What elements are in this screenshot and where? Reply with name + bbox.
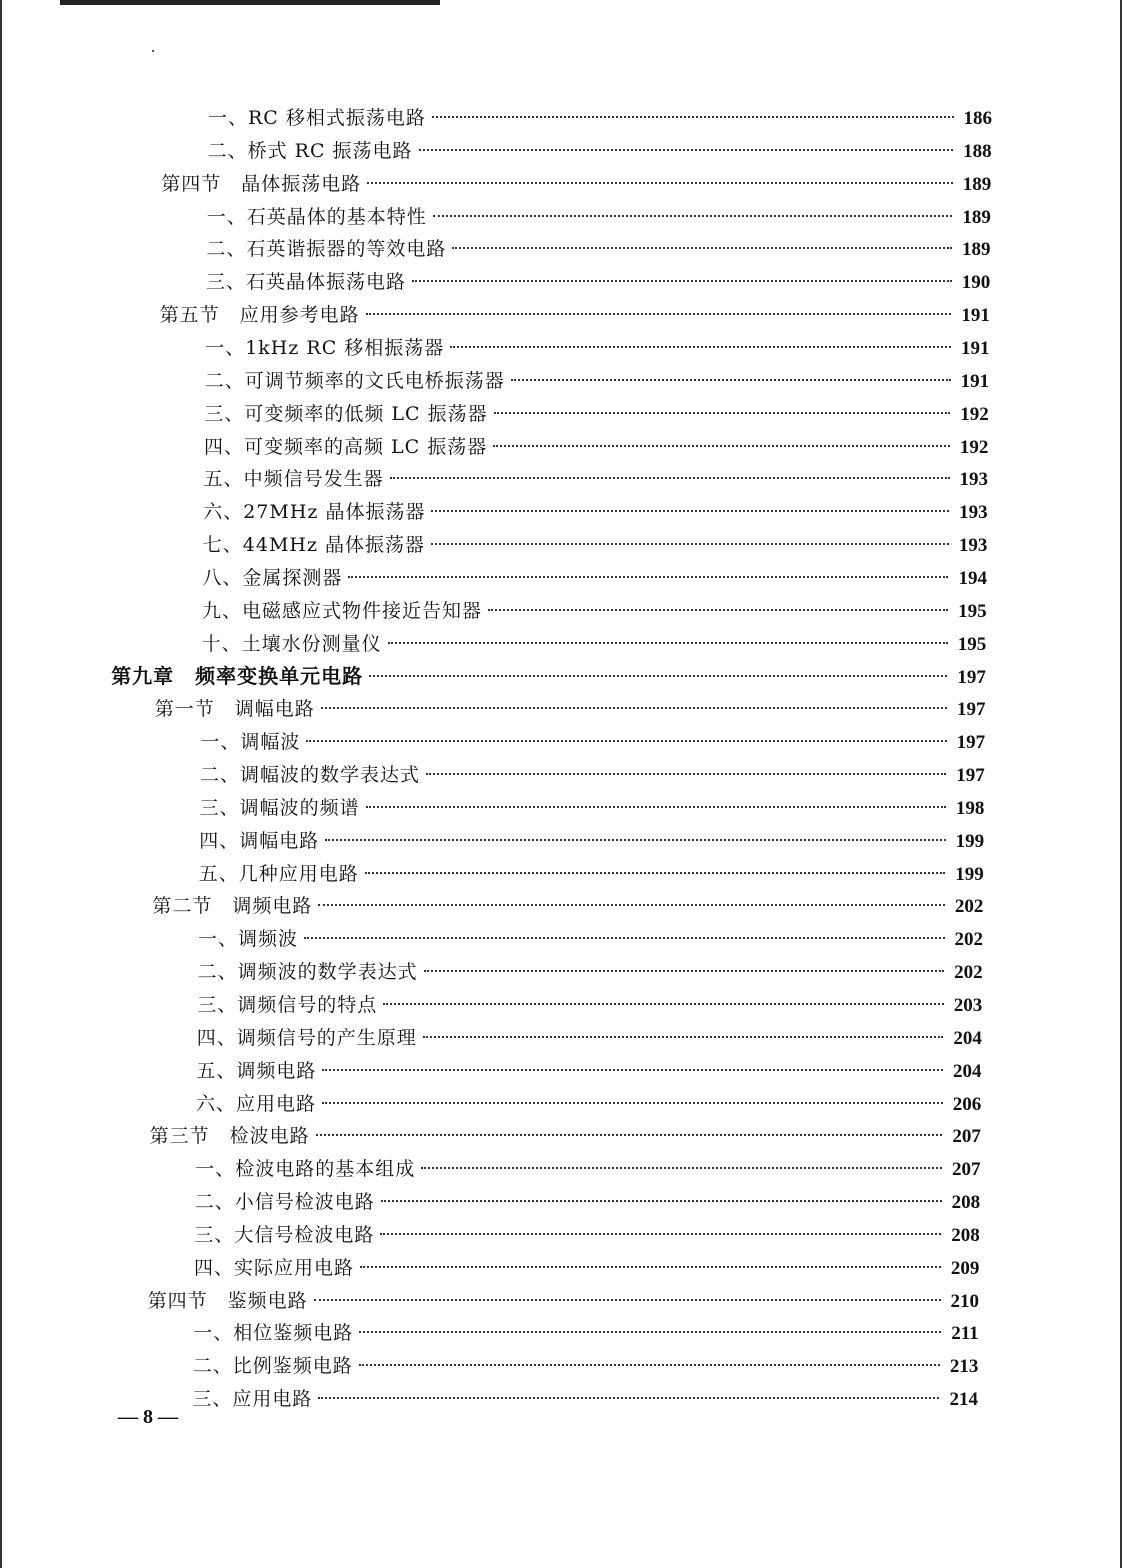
toc-entry-label: 二、石英谐振器的等效电路 — [206, 238, 447, 261]
toc-item-row[interactable] — [197, 990, 982, 1020]
toc-page-number: 191 — [960, 337, 990, 359]
dot-leader — [488, 609, 948, 611]
toc-entry-label: 二、调幅波的数学表达式 — [200, 764, 421, 786]
toc-chapter-row[interactable] — [111, 661, 986, 691]
toc-item-row[interactable] — [199, 826, 984, 856]
toc-section-row[interactable] — [161, 169, 991, 199]
toc-item-row[interactable] — [206, 267, 990, 297]
toc-page-number: 214 — [949, 1389, 978, 1411]
toc-entry-label: 六、应用电路 — [196, 1092, 317, 1115]
toc-page-number: 213 — [949, 1356, 979, 1378]
toc-item-row[interactable] — [202, 596, 987, 626]
toc-item-row[interactable] — [206, 234, 990, 264]
toc-page-number: 189 — [962, 239, 991, 261]
toc-item-row[interactable] — [205, 366, 989, 396]
toc-entry-label: 一、石英晶体的基本特性 — [206, 205, 427, 228]
dot-leader — [431, 510, 949, 512]
toc-item-row[interactable] — [195, 1154, 980, 1184]
toc-page-number: 199 — [955, 863, 984, 885]
toc-entry-label: 一、检波电路的基本组成 — [195, 1158, 416, 1181]
toc-item-row[interactable] — [204, 399, 988, 429]
toc-page-number: 193 — [958, 535, 988, 557]
toc-page-number: 209 — [950, 1257, 980, 1279]
toc-entry-label: 五、几种应用电路 — [198, 862, 359, 885]
toc-page-number: 204 — [953, 1060, 982, 1082]
toc-entry-label: 四、调频信号的产生原理 — [196, 1026, 417, 1049]
dot-leader — [433, 215, 953, 217]
toc-entry-label: 一、RC 移相式振荡电路 — [208, 107, 426, 129]
toc-entry-label: 八、金属探测器 — [202, 566, 343, 589]
toc-item-row[interactable] — [207, 202, 991, 232]
dot-leader — [322, 1069, 943, 1071]
toc-item-row[interactable] — [194, 1253, 979, 1283]
toc-item-row[interactable] — [199, 859, 984, 889]
toc-entry-label: 四、调幅电路 — [199, 829, 320, 852]
toc-page-number: 197 — [956, 765, 985, 786]
dot-leader — [316, 1134, 943, 1136]
toc-entry-label: 三、调频信号的特点 — [197, 993, 378, 1016]
dot-leader — [424, 970, 945, 972]
toc-item-row[interactable] — [203, 497, 987, 527]
toc-item-row[interactable] — [203, 530, 988, 560]
toc-entry-label: 五、中频信号发生器 — [203, 468, 384, 491]
toc-item-row[interactable] — [196, 1056, 981, 1086]
toc-entry-label: 三、石英晶体振荡电路 — [206, 271, 407, 294]
toc-page-number: 191 — [961, 305, 990, 327]
toc-section-row[interactable] — [152, 891, 983, 921]
dot-leader — [360, 1266, 941, 1268]
dot-leader — [423, 1036, 944, 1038]
toc-item-row[interactable] — [208, 136, 992, 166]
toc-item-row[interactable] — [200, 793, 985, 823]
dot-leader — [419, 149, 954, 151]
toc-page-number: 202 — [954, 896, 984, 918]
footer-page-number: — 8 — — [118, 1406, 178, 1428]
toc-item-row[interactable] — [192, 1384, 978, 1414]
dot-leader — [306, 740, 946, 742]
toc-entry-label: 一、调频波 — [198, 928, 299, 951]
toc-page-number: 188 — [963, 140, 992, 162]
dot-leader — [366, 313, 952, 315]
toc-item-row[interactable] — [200, 727, 985, 757]
toc-entry-label: 三、应用电路 — [192, 1388, 313, 1411]
toc-item-row[interactable] — [197, 1023, 982, 1053]
toc-section-row[interactable] — [155, 694, 986, 724]
toc-item-row[interactable] — [208, 103, 992, 133]
toc-page-number: 191 — [960, 370, 990, 392]
toc-entry-label: 四、实际应用电路 — [194, 1256, 355, 1279]
toc-page-number: 210 — [950, 1290, 980, 1312]
toc-entry-label: 二、小信号检波电路 — [194, 1191, 375, 1214]
dot-leader — [359, 1331, 941, 1333]
toc-entry-label: 第三节 检波电路 — [149, 1125, 310, 1148]
toc-page-number: 206 — [952, 1093, 982, 1115]
toc-page-number: 207 — [951, 1159, 981, 1181]
toc-entry-label: 一、相位鉴频电路 — [193, 1322, 354, 1345]
dot-leader — [380, 1233, 941, 1235]
toc-page-number: 186 — [963, 108, 992, 129]
toc-page-number: 202 — [954, 929, 983, 951]
toc-item-row[interactable] — [193, 1351, 979, 1381]
toc-item-row[interactable] — [198, 957, 983, 987]
toc-page-number: 197 — [956, 732, 986, 754]
dot-leader — [367, 182, 953, 184]
toc-entry-label: 第二节 调频电路 — [152, 895, 313, 918]
dot-leader — [494, 412, 951, 414]
dot-leader — [366, 806, 946, 808]
toc-entry-label: 二、桥式 RC 振荡电路 — [207, 139, 413, 162]
dot-leader — [511, 379, 951, 381]
dot-leader — [426, 773, 946, 775]
dot-leader — [381, 1200, 942, 1202]
toc-item-row[interactable] — [193, 1318, 978, 1348]
dot-leader — [318, 1397, 939, 1399]
toc-item-row[interactable] — [205, 333, 989, 363]
dot-leader — [431, 543, 949, 545]
toc-entry-label: 第九章 频率变换单元电路 — [111, 664, 364, 689]
dot-leader — [359, 1364, 940, 1366]
dot-leader — [412, 280, 952, 282]
dot-leader — [421, 1167, 942, 1169]
dot-leader — [383, 1003, 944, 1005]
toc-page-number: 208 — [951, 1224, 980, 1246]
toc-section-row[interactable] — [160, 300, 990, 330]
toc-item-row[interactable] — [204, 464, 988, 494]
toc-page-number: 195 — [958, 600, 987, 622]
toc-page-number: 192 — [960, 403, 989, 425]
toc-item-row[interactable] — [195, 1187, 980, 1217]
toc-entry-label: 二、调频波的数学表达式 — [197, 961, 418, 984]
toc-page-number: 192 — [959, 436, 989, 458]
toc-section-row[interactable] — [148, 1286, 979, 1316]
toc-page-number: 198 — [955, 797, 985, 819]
dot-leader — [493, 445, 950, 447]
dot-leader — [321, 707, 947, 709]
toc-entry-label: 一、1kHz RC 移相振荡器 — [205, 336, 445, 359]
dot-leader — [432, 116, 954, 118]
toc-page-number: 199 — [955, 830, 985, 852]
toc-page-number: 204 — [953, 1027, 982, 1049]
toc-page-number: 197 — [957, 667, 986, 689]
toc-item-row[interactable] — [204, 432, 988, 462]
toc-page-number: 207 — [952, 1126, 981, 1148]
dot-leader — [325, 839, 945, 841]
toc-page-number: 194 — [958, 567, 987, 589]
toc-entry-label: 三、调幅波的频谱 — [199, 796, 360, 819]
dot-leader — [304, 937, 944, 939]
toc-item-row[interactable] — [196, 1089, 981, 1119]
toc-page-number: 193 — [959, 502, 988, 524]
toc-entry-label: 三、大信号检波电路 — [194, 1223, 375, 1246]
toc-entry-label: 第四节 晶体振荡电路 — [161, 172, 362, 195]
toc-page-number: 203 — [953, 994, 983, 1016]
dot-leader — [450, 346, 951, 348]
toc-entry-label: 第一节 调幅电路 — [154, 698, 315, 721]
toc-entry-label: 五、调频电路 — [196, 1059, 317, 1082]
toc-entry-label: 七、44MHz 晶体振荡器 — [202, 534, 426, 557]
dot-leader — [369, 675, 947, 677]
dot-leader — [318, 904, 944, 906]
toc-page-number: 189 — [962, 206, 991, 228]
toc-page-number: 190 — [961, 272, 991, 294]
toc-entry-label: 九、电磁感应式物件接近告知器 — [202, 599, 483, 622]
toc-page-number: 193 — [959, 469, 989, 491]
toc-entry-label: 第五节 应用参考电路 — [159, 304, 360, 327]
toc-section-row[interactable] — [150, 1121, 981, 1151]
toc-item-row[interactable] — [198, 924, 983, 954]
toc-entry-label: 十、土壤水份测量仪 — [201, 632, 382, 655]
toc-entry-label: 六、27MHz 晶体振荡器 — [203, 501, 426, 524]
dot-leader — [452, 247, 952, 249]
toc-entry-label: 第四节 鉴频电路 — [147, 1289, 308, 1312]
toc-entry-label: 四、可变频率的高频 LC 振荡器 — [204, 435, 488, 458]
toc-item-row[interactable] — [194, 1220, 979, 1250]
toc-page-number: 208 — [951, 1192, 981, 1214]
toc-entry-label: 二、比例鉴频电路 — [192, 1355, 353, 1378]
dot-leader — [322, 1102, 943, 1104]
toc-entry-label: 一、调幅波 — [200, 731, 301, 754]
toc-item-row[interactable] — [202, 629, 987, 659]
toc-page-number: 202 — [954, 962, 983, 984]
dot-leader — [390, 477, 950, 479]
dot-leader — [388, 642, 948, 644]
toc-page-number: 211 — [951, 1323, 979, 1345]
dot-leader — [314, 1299, 941, 1301]
toc-entry-label: 三、可变频率的低频 LC 振荡器 — [204, 402, 488, 425]
dot-leader — [348, 576, 948, 578]
dot-leader — [365, 872, 945, 874]
toc-page-number: 189 — [962, 173, 992, 195]
toc-page-number: 197 — [957, 699, 986, 721]
toc-entry-label: 二、可调节频率的文氏电桥振荡器 — [204, 369, 505, 392]
toc-item-row[interactable] — [202, 563, 987, 593]
toc-item-row[interactable] — [200, 760, 985, 790]
toc-page-number: 195 — [957, 633, 987, 655]
